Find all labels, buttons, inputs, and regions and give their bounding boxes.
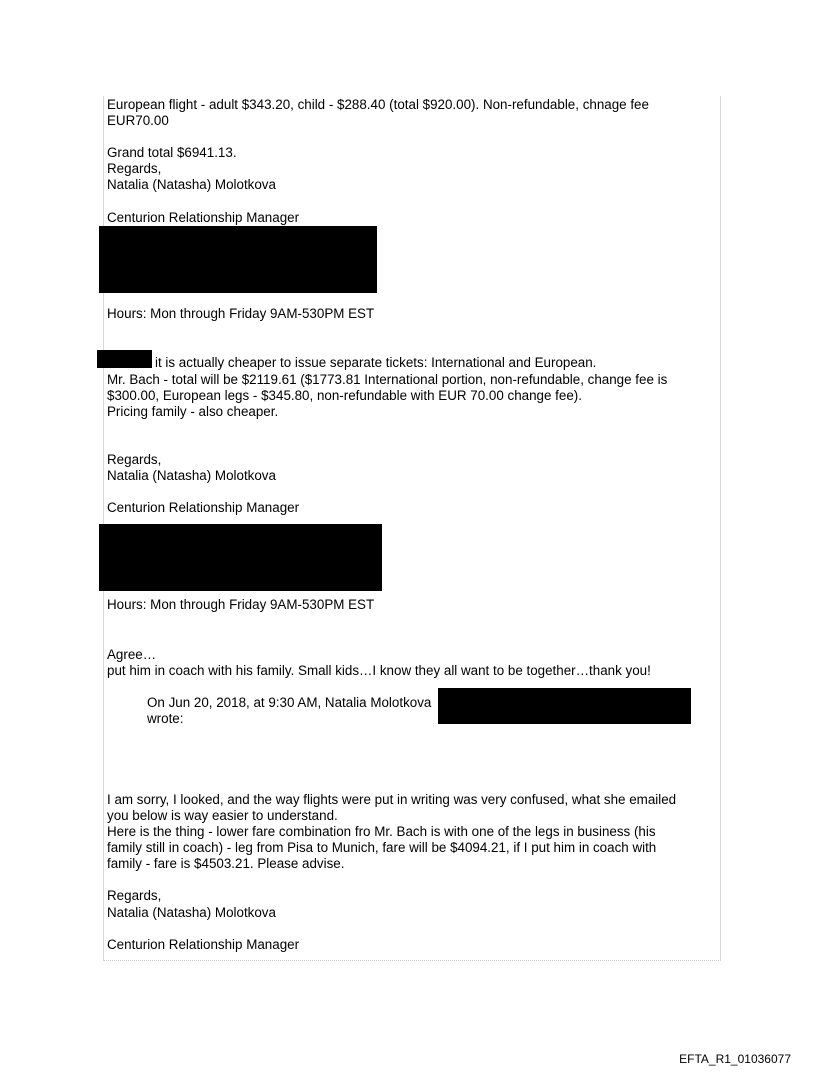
redaction-block bbox=[99, 524, 382, 591]
text-line: European flight - adult $343.20, child - $288.40 (total $920.00). Non-refundable, chnage fee bbox=[107, 97, 649, 112]
text-line: Regards, bbox=[107, 888, 162, 903]
text-line: EUR70.00 bbox=[107, 113, 169, 128]
signature-name: Natalia (Natasha) Molotkova bbox=[107, 905, 276, 920]
hours-line: Hours: Mon through Friday 9AM-530PM EST bbox=[107, 597, 375, 612]
text-line: Pricing family - also cheaper. bbox=[107, 404, 279, 419]
text-line: it is actually cheaper to issue separate tickets: International and European. bbox=[155, 355, 597, 370]
text-line: Grand total $6941.13. bbox=[107, 145, 237, 160]
signature-title: Centurion Relationship Manager bbox=[107, 500, 300, 515]
bates-number: EFTA_R1_01036077 bbox=[679, 1052, 791, 1066]
quoted-header: wrote: bbox=[147, 711, 184, 726]
text-line: family still in coach) - leg from Pisa to Munich, fare will be $4094.21, if I put him in coach with bbox=[107, 840, 657, 855]
redaction-block bbox=[99, 226, 377, 293]
signature-name: Natalia (Natasha) Molotkova bbox=[107, 177, 276, 192]
text-line: Regards, bbox=[107, 452, 162, 467]
text-line: Mr. Bach - total will be $2119.61 ($1773.81 International portion, non-refundable, change fee is bbox=[107, 372, 668, 387]
signature-title: Centurion Relationship Manager bbox=[107, 937, 300, 952]
text-line: Here is the thing - lower fare combination fro Mr. Bach is with one of the legs in business (his bbox=[107, 824, 656, 839]
text-line: Agree… bbox=[107, 647, 157, 662]
hours-line: Hours: Mon through Friday 9AM-530PM EST bbox=[107, 306, 375, 321]
quoted-header: On Jun 20, 2018, at 9:30 AM, Natalia Molotkova bbox=[147, 695, 432, 710]
text-line: $300.00, European legs - $345.80, non-refundable with EUR 70.00 change fee). bbox=[107, 388, 582, 403]
redaction-block bbox=[438, 688, 691, 724]
text-line: you below is way easier to understand. bbox=[107, 808, 338, 823]
signature-title: Centurion Relationship Manager bbox=[107, 210, 300, 225]
text-line: put him in coach with his family. Small kids…I know they all want to be together…thank you! bbox=[107, 663, 651, 678]
redaction-block bbox=[97, 350, 152, 368]
signature-name: Natalia (Natasha) Molotkova bbox=[107, 468, 276, 483]
text-line: family - fare is $4503.21. Please advise. bbox=[107, 856, 345, 871]
text-line: I am sorry, I looked, and the way flights were put in writing was very confused, what she emailed bbox=[107, 792, 677, 807]
text-line: Regards, bbox=[107, 161, 162, 176]
